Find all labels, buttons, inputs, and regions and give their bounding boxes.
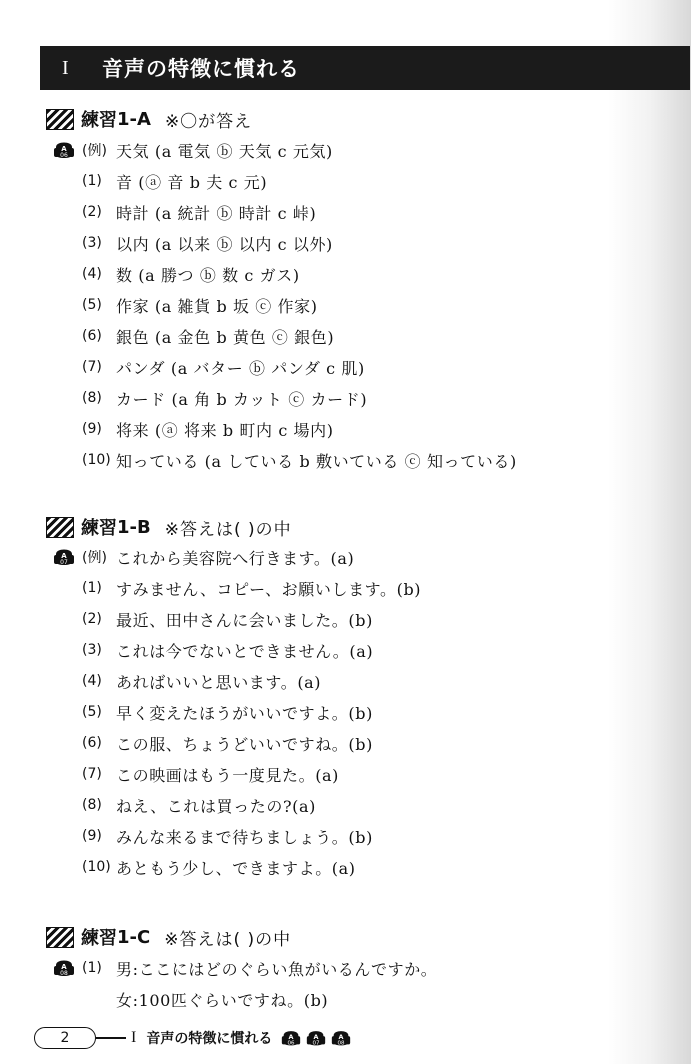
row-text: あればいいと思います。(a) [116,672,322,692]
row-number: (9) [82,421,102,437]
row-text: みんな来るまで待ちましょう。(b) [116,827,373,847]
row-text: 時計 (a 統計 ⓑ 時計 c 峠) [116,203,317,223]
section-title-1b [46,514,292,540]
row-text: 知っている (a している b 敷いている ⓒ 知っている) [116,451,517,471]
audio-track-icon[interactable] [305,1027,327,1049]
striped-practice-icon [46,927,74,948]
audio-track-icon[interactable] [280,1027,302,1049]
footer-divider [96,1037,126,1039]
row-number: (9) [82,828,102,844]
chapter-header [40,46,690,90]
row-number: (2) [82,204,102,220]
svg-text:08: 08 [60,970,68,977]
row-text: ねえ、これは買ったの?(a) [116,796,316,816]
footer-title: 音声の特徴に慣れる [146,1031,273,1047]
list-item [52,262,300,286]
svg-text:A: A [61,145,67,153]
svg-text:A: A [288,1032,294,1041]
striped-practice-icon [46,109,74,130]
row-text: 音 (ⓐ 音 b 夫 c 元) [116,172,268,192]
section-label: 練習 [81,110,117,131]
row-number: (1) [82,960,102,976]
row-text: この服、ちょうどいいですね。(b) [116,734,373,754]
row-number: (3) [82,235,102,251]
row-number: (10) [82,452,111,468]
list-item [52,355,365,379]
row-text: パンダ (a バター ⓑ パンダ c 肌) [116,358,365,378]
row-number: (8) [82,797,102,813]
svg-text:A: A [61,552,67,560]
list-item [52,293,318,317]
audio-track-icon[interactable] [330,1027,352,1049]
example-row-1a [52,138,333,162]
section-tag: 1-B [117,516,151,538]
row-number: (7) [82,359,102,375]
page-number-pill: 2 [34,1027,96,1049]
list-item [52,700,373,724]
row-number: (6) [82,328,102,344]
list-item [52,417,334,441]
row-text: この映画はもう一度見た。(a) [116,765,340,785]
list-item [52,576,421,600]
row-number: (6) [82,735,102,751]
row-number: (5) [82,704,102,720]
svg-text:07: 07 [60,559,68,566]
row-text: これから美容院へ行きます。(a) [116,548,355,568]
row-text: 最近、田中さんに会いました。(b) [116,610,373,630]
row-text: 銀色 (a 金色 b 黄色 ⓒ 銀色) [116,327,335,347]
list-item [52,762,339,786]
row-number: (5) [82,297,102,313]
row-number: (7) [82,766,102,782]
row-number: (2) [82,611,102,627]
striped-practice-icon [46,517,74,538]
list-item [52,731,373,755]
list-item [52,638,373,662]
svg-text:A: A [313,1032,319,1041]
list-item [52,448,517,472]
row-text: 作家 (a 雑貨 b 坂 ⓒ 作家) [116,296,318,316]
dialogue-row-male [52,956,437,980]
row-text: あともう少し、できますよ。(a) [116,858,356,878]
row-text: 将来 (ⓐ 将来 b 町内 c 場内) [116,420,334,440]
list-item [52,231,333,255]
audio-track-icon[interactable] [52,546,76,568]
section-tag: 1-C [117,926,151,948]
row-text: 早く変えたほうがいいですよ。(b) [116,703,373,723]
row-number: (1) [82,580,102,596]
list-item [52,855,356,879]
row-text: これは今でないとできません。(a) [116,641,374,661]
dialogue-row-female [116,987,328,1011]
footer-roman-numeral: I [131,1029,137,1046]
list-item [52,200,316,224]
list-item [52,607,373,631]
section-label: 練習 [81,518,117,539]
audio-track-icon[interactable] [52,139,76,161]
chapter-roman-numeral: I [62,56,70,79]
audio-track-icon[interactable] [52,957,76,979]
row-text: 男:ここにはどのぐらい魚がいるんですか。 [116,959,438,979]
section-note: ※答えは( )の中 [164,929,292,950]
row-text: 以内 (a 以来 ⓑ 以内 c 以外) [116,234,333,254]
row-text: 天気 (a 電気 ⓑ 天気 c 元気) [116,141,333,161]
svg-text:06: 06 [60,152,68,159]
footer [34,1025,355,1051]
row-number: (10) [82,859,111,875]
list-item [52,386,367,410]
section-title-1a [46,106,252,132]
svg-text:07: 07 [312,1040,320,1047]
svg-text:06: 06 [287,1040,295,1047]
section-tag: 1-A [117,108,151,130]
row-text: カード (a 角 b カット ⓒ カード) [116,389,368,409]
svg-text:08: 08 [337,1040,345,1047]
section-note: ※〇が答え [164,111,253,132]
list-item [52,169,267,193]
row-number: (例) [82,550,107,566]
example-row-1b [52,545,354,569]
row-number: (4) [82,266,102,282]
row-number: (1) [82,173,102,189]
section-title-1c [46,924,291,950]
row-number: (3) [82,642,102,658]
svg-text:A: A [338,1032,344,1041]
row-number: (例) [82,143,107,159]
list-item [52,824,373,848]
row-text: すみません、コピー、お願いします。(b) [116,579,422,599]
section-note: ※答えは( )の中 [164,519,292,540]
svg-text:A: A [61,963,67,971]
list-item [52,669,321,693]
list-item [52,324,334,348]
row-text: 女:100匹ぐらいですね。(b) [116,990,329,1010]
section-label: 練習 [81,928,117,949]
row-number: (4) [82,673,102,689]
row-number: (8) [82,390,102,406]
chapter-title: 音声の特徴に慣れる [102,57,300,81]
row-text: 数 (a 勝つ ⓑ 数 c ガス) [116,265,300,285]
list-item [52,793,316,817]
